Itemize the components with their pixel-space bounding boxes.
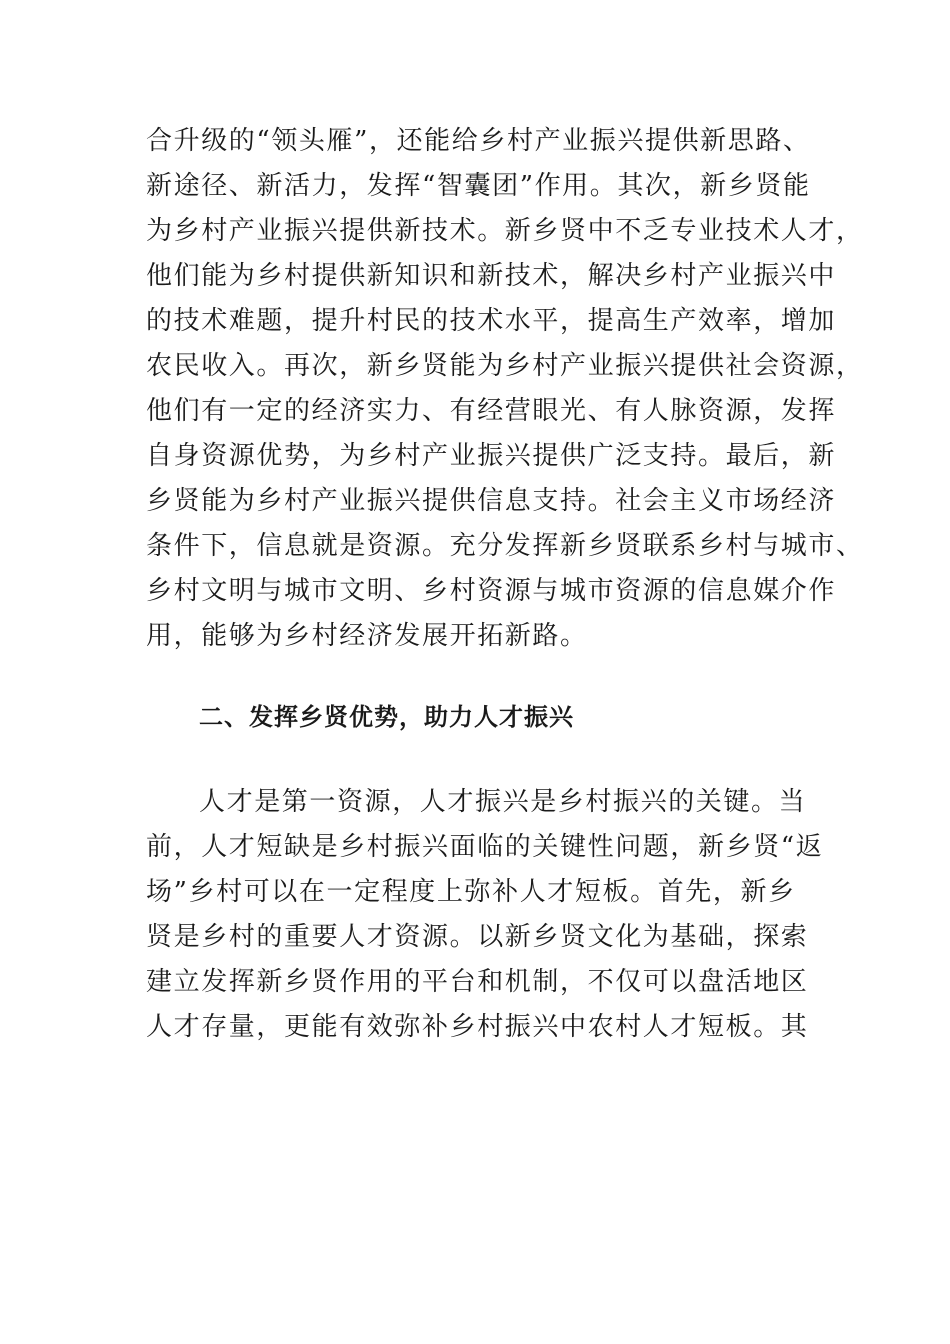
paragraph-line: 前，人才短缺是乡村振兴面临的关键性问题，新乡贤“返 <box>146 832 824 862</box>
paragraph-line: 的技术难题，提升村民的技术水平，提高生产效率，增加 <box>146 306 837 336</box>
paragraph-line: 自身资源优势，为乡村产业振兴提供广泛支持。最后，新 <box>146 441 837 471</box>
paragraph-line: 合升级的“领头雁”，还能给乡村产业振兴提供新思路、 <box>146 126 811 156</box>
paragraph-line: 为乡村产业振兴提供新技术。新乡贤中不乏专业技术人才， <box>146 216 864 246</box>
section-heading: 二、发挥乡贤优势，助力人才振兴 <box>199 703 574 731</box>
paragraph-line: 乡村文明与城市文明、乡村资源与城市资源的信息媒介作 <box>146 576 837 606</box>
paragraph-line: 他们能为乡村提供新知识和新技术，解决乡村产业振兴中 <box>146 261 837 291</box>
paragraph-line: 人才存量，更能有效弥补乡村振兴中农村人才短板。其 <box>146 1012 809 1042</box>
paragraph-line: 贤是乡村的重要人才资源。以新乡贤文化为基础，探索 <box>146 922 809 952</box>
paragraph-line: 新途径、新活力，发挥“智囊团”作用。其次，新乡贤能 <box>146 171 811 201</box>
paragraph-line: 乡贤能为乡村产业振兴提供信息支持。社会主义市场经济 <box>146 486 837 516</box>
paragraph-line: 农民收入。再次，新乡贤能为乡村产业振兴提供社会资源， <box>146 351 864 381</box>
paragraph-line: 建立发挥新乡贤作用的平台和机制，不仅可以盘活地区 <box>146 967 809 997</box>
paragraph-line: 用，能够为乡村经济发展开拓新路。 <box>146 621 588 651</box>
paragraph-line: 条件下，信息就是资源。充分发挥新乡贤联系乡村与城市、 <box>146 531 864 561</box>
paragraph-line: 他们有一定的经济实力、有经营眼光、有人脉资源，发挥 <box>146 396 837 426</box>
paragraph-line: 人才是第一资源，人才振兴是乡村振兴的关键。当 <box>199 787 807 817</box>
paragraph-line: 场”乡村可以在一定程度上弥补人才短板。首先，新乡 <box>146 877 796 907</box>
